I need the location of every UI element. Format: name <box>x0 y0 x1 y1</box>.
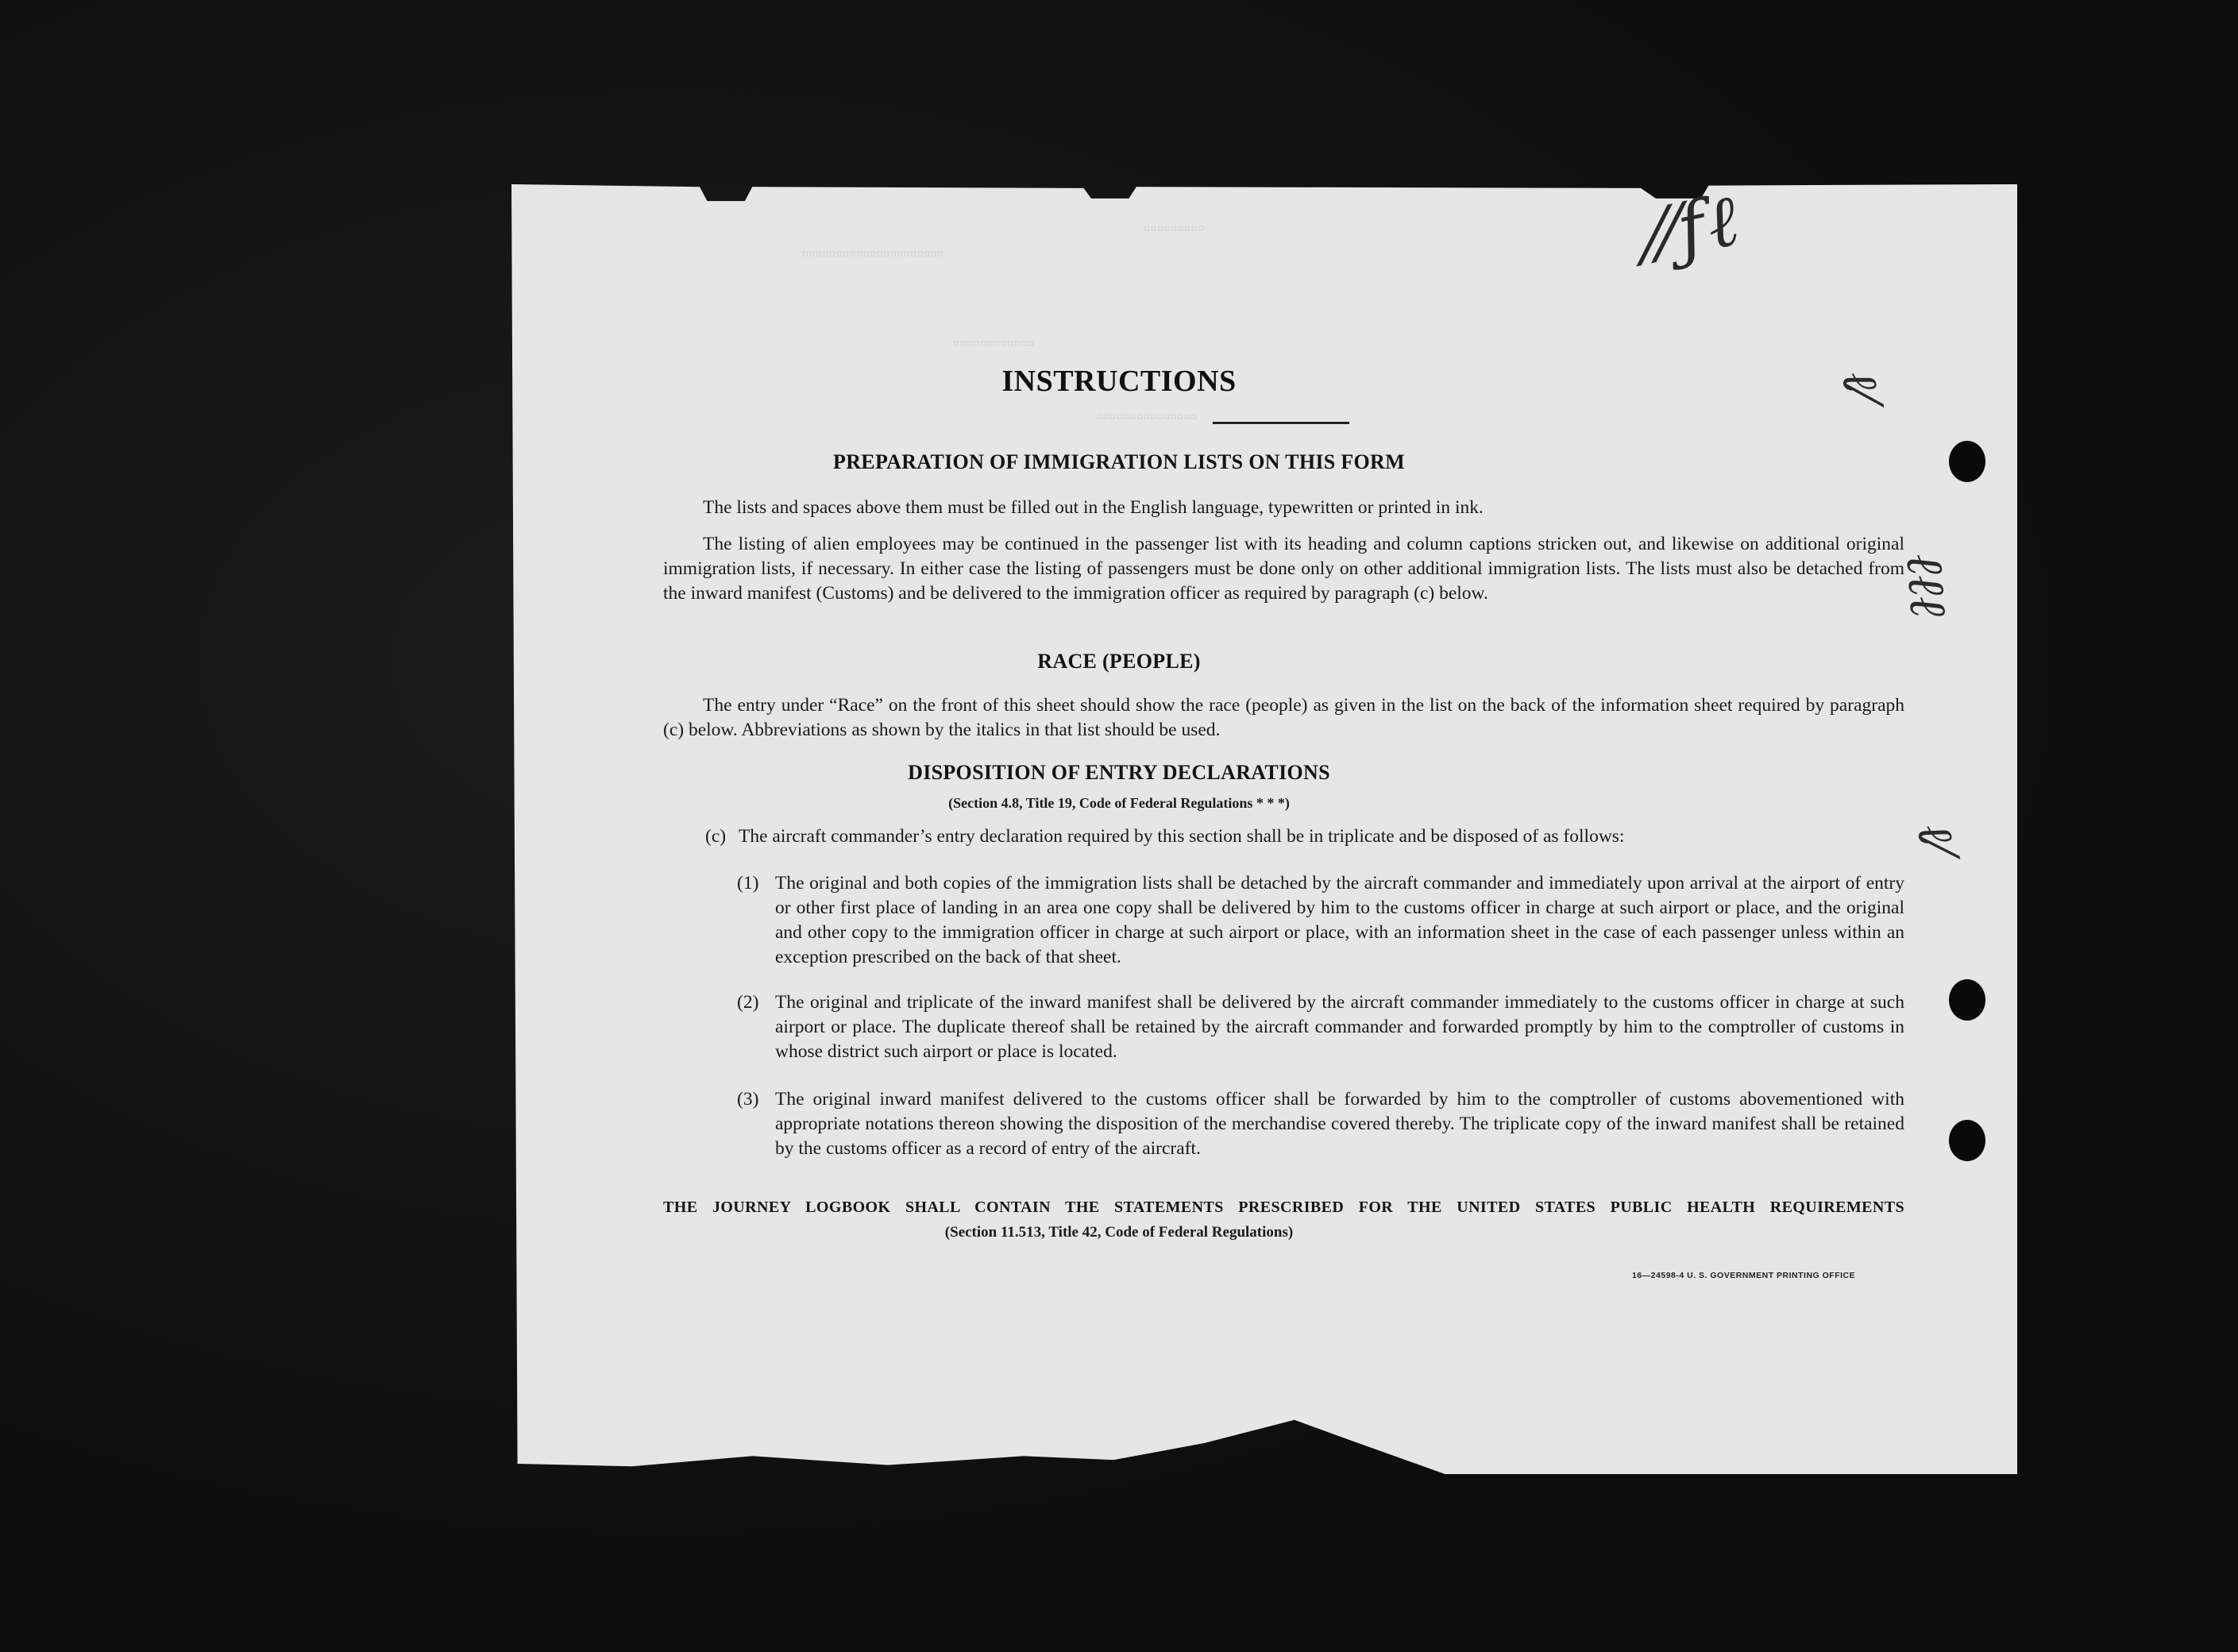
disposition-item <box>737 990 1904 1064</box>
document-title: INSTRUCTIONS <box>1001 365 1237 398</box>
handwritten-mark: ⁄⁄ƒℓ <box>1640 177 1749 280</box>
item-text: The original inward manifest delivered to the customs officer shall be forwarded by him to the comptroller of customs abovementioned with appropriate notations thereon showing the disposition of the merchandise covered thereby. The triplicate copy of the inward manifest shall be retained by the customs officer as a record of entry of the aircraft. <box>775 1089 1904 1159</box>
printer-line: 16—24598-4 U. S. GOVERNMENT PRINTING OFFICE <box>1632 1271 1856 1280</box>
punch-hole <box>1949 1120 1985 1161</box>
bleed-through-text: ▫▫▫▫▫▫▫▫▫▫▫▫ <box>953 334 1035 354</box>
disposition-item <box>737 871 1904 970</box>
preparation-paragraph-1: The lists and spaces above them must be filled out in the English language, typewritten or printed in ink. <box>703 497 1484 518</box>
title-underline <box>1213 422 1349 424</box>
disposition-item <box>737 1087 1904 1161</box>
bleed-through-text: ▫▫▫▫▫▫▫▫▫▫▫▫▫▫▫▫▫▫▫▫▫ <box>802 244 944 264</box>
item-text: The original and both copies of the immigration lists shall be detached by the aircraft commander and immediately upon arrival at the airport of entry or other first place of landing in an area one copy shall be delivered by him to the customs officer in charge at such airport or place, and the original and other copy to the immigration officer in charge at such airport or place, with an information sheet in the case of each passenger unless within an exception prescribed on the back of that sheet. <box>775 873 1904 967</box>
race-heading: RACE (PEOPLE) <box>1037 650 1201 673</box>
handwritten-mark: ℓ⁄ <box>1905 818 1966 858</box>
disposition-citation: (Section 4.8, Title 19, Code of Federal Regulations * * *) <box>948 795 1290 811</box>
preparation-paragraph-2: The listing of alien employees may be continued in the passenger list with its heading and column captions stricken out, and likewise on additional original immigration lists, if necessary. In either case the listing of passengers must be done only on other additional immigration lists. The lists must also be detached from the inward manifest (Customs) and be delivered to the immigration officer as required by paragraph (c) below. <box>663 534 1904 604</box>
handwritten-mark: ℓℓℓ <box>1894 551 1958 620</box>
bleed-through-text: ▫▫▫▫▫▫▫▫▫ <box>1144 218 1205 239</box>
item-number: (1) <box>737 873 759 894</box>
intro-label: (c) <box>705 826 727 847</box>
preparation-heading: PREPARATION OF IMMIGRATION LISTS ON THIS FORM <box>833 450 1405 473</box>
item-number: (2) <box>737 992 759 1013</box>
punch-hole <box>1949 979 1985 1021</box>
item-text: The original and triplicate of the inward manifest shall be delivered by the aircraft commander immediately to the customs officer in charge at such airport or place. The duplicate thereof shall be retained by the aircraft commander and forwarded promptly by him to the comptroller of customs in whose district such airport or place is located. <box>775 992 1904 1062</box>
disposition-intro <box>705 824 1904 849</box>
handwritten-mark: ℓ⁄ <box>1830 366 1891 404</box>
intro-text: The aircraft commander’s entry declaration required by this section shall be in triplicate and be disposed of as follows: <box>739 826 1625 847</box>
race-paragraph: The entry under “Race” on the front of this sheet should show the race (people) as given in the list on the back of the information sheet required by paragraph (c) below. Abbreviations as shown by the italics in that list should be used. <box>663 695 1904 740</box>
health-citation: (Section 11.513, Title 42, Code of Federal Regulations) <box>944 1224 1294 1241</box>
disposition-heading: DISPOSITION OF ENTRY DECLARATIONS <box>908 761 1330 784</box>
health-heading: THE JOURNEY LOGBOOK SHALL CONTAIN THE STATEMENTS PRESCRIBED FOR THE UNITED STATES PUBLIC HEALTH REQUIREMENTS <box>663 1198 1904 1216</box>
item-number: (3) <box>737 1089 759 1110</box>
bleed-through-text: ▫▫▫▫▫▫▫▫▫▫▫▫▫▫▫ <box>1096 407 1198 427</box>
